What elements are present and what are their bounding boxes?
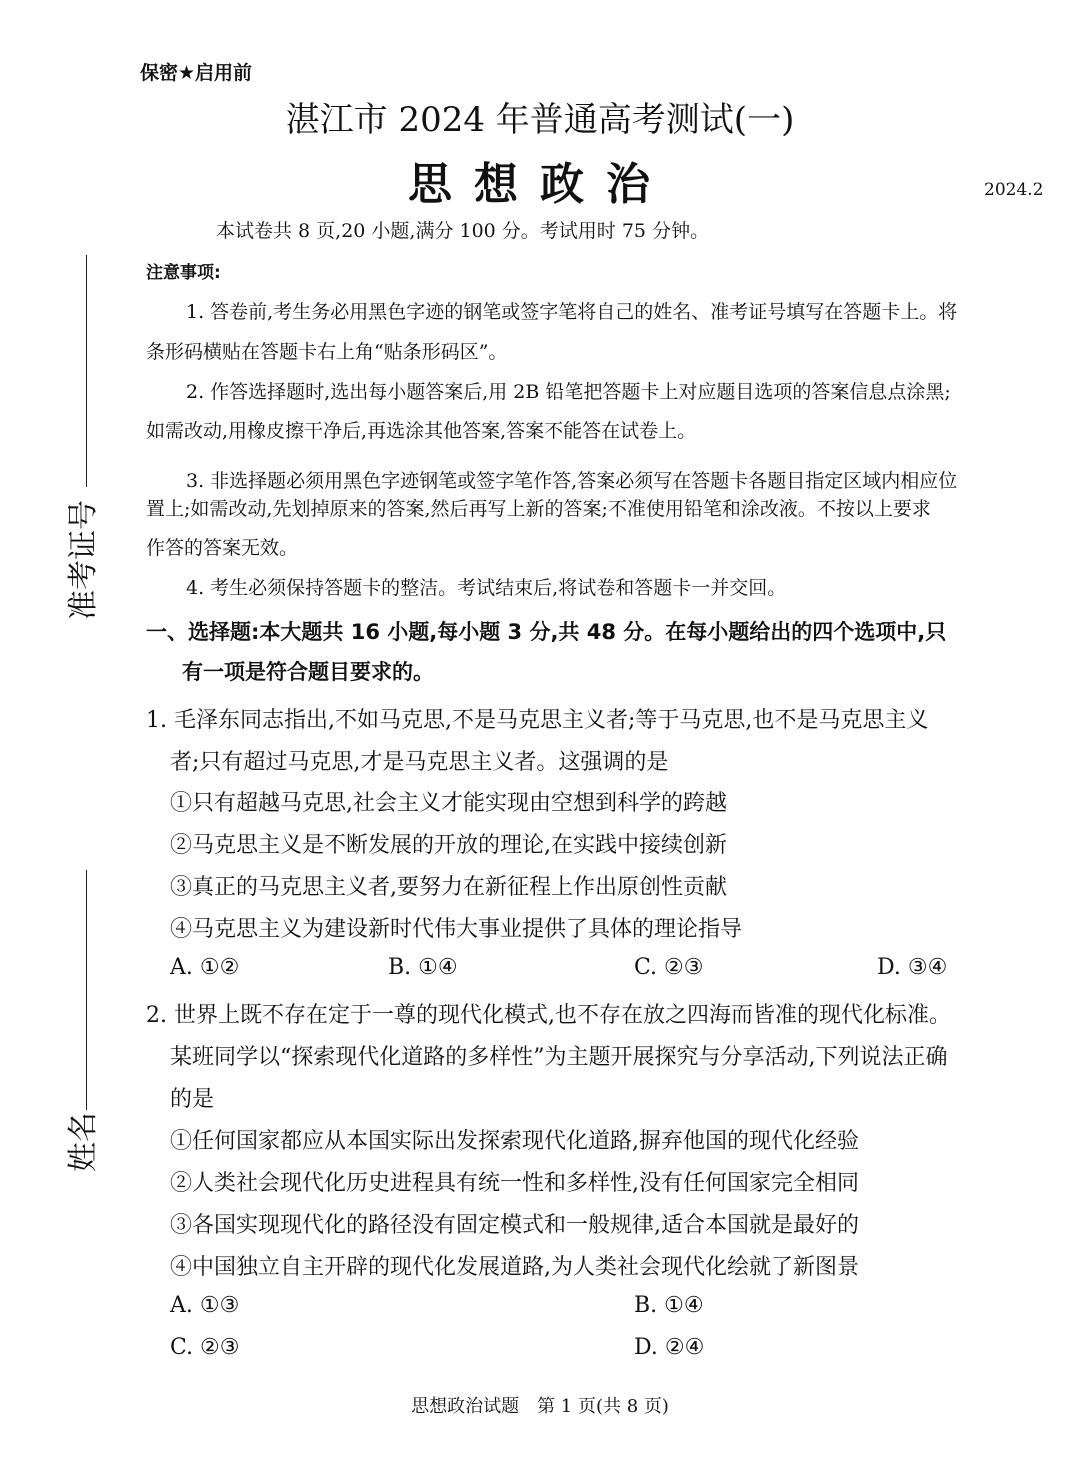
q2-statement: ②人类社会现代化历史进程具有统一性和多样性,没有任何国家完全相同 xyxy=(170,1171,859,1196)
q2-statement: ③各国实现现代化的路径没有固定模式和一般规律,适合本国就是最好的 xyxy=(170,1213,859,1238)
notes-line: 置上;如需改动,先划掉原来的答案,然后再写上新的答案;不准使用铅笔和涂改液。不按以上要求 xyxy=(146,498,931,520)
notes-line: 3. 非选择题必须用黑色字迹钢笔或签字笔作答,答案必须写在答题卡各题目指定区域内相应位 xyxy=(186,470,958,492)
notes-line: 如需改动,用橡皮擦干净后,再选涂其他答案,答案不能答在试卷上。 xyxy=(146,420,697,442)
notes-line: 4. 考生必须保持答题卡的整洁。考试结束后,将试卷和答题卡一并交回。 xyxy=(186,577,787,599)
section-heading: 一、选择题:本大题共 16 小题,每小题 3 分,共 48 分。在每小题给出的四个选项中,只 xyxy=(146,620,947,644)
q1-statement: ②马克思主义是不断发展的开放的理论,在实践中接续创新 xyxy=(170,833,727,858)
exam-date: 2024.2 xyxy=(984,180,1044,200)
q2-stem: 2. 世界上既不存在定于一尊的现代化模式,也不存在放之四海而皆准的现代化标准。 xyxy=(146,1003,951,1028)
intro-text: 本试卷共 8 页,20 小题,满分 100 分。考试用时 75 分钟。 xyxy=(216,220,710,242)
q2-choice-a[interactable]: A. ①③ xyxy=(170,1293,240,1318)
q1-stem-cont: 者;只有超过马克思,才是马克思主义者。这强调的是 xyxy=(170,750,669,775)
q2-stem-cont: 某班同学以“探索现代化道路的多样性”为主题开展探究与分享活动,下列说法正确 xyxy=(170,1045,948,1070)
exam-number-line[interactable] xyxy=(86,255,87,487)
exam-number-label: 准考证号 xyxy=(66,500,101,620)
q2-statement: ①任何国家都应从本国实际出发探索现代化道路,摒弃他国的现代化经验 xyxy=(170,1129,859,1154)
q1-choice-a[interactable]: A. ①② xyxy=(170,955,240,980)
q1-choice-c[interactable]: C. ②③ xyxy=(634,955,704,980)
q1-choice-b[interactable]: B. ①④ xyxy=(388,955,458,980)
q1-choice-d[interactable]: D. ③④ xyxy=(877,955,948,980)
q1-statement: ③真正的马克思主义者,要努力在新征程上作出原创性贡献 xyxy=(170,875,727,900)
notes-heading: 注意事项: xyxy=(146,263,221,283)
q1-statement: ①只有超越马克思,社会主义才能实现由空想到科学的跨越 xyxy=(170,791,727,816)
confidential-label: 保密★启用前 xyxy=(140,62,253,84)
q2-choice-d[interactable]: D. ②④ xyxy=(634,1335,705,1360)
q2-statement: ④中国独立自主开辟的现代化发展道路,为人类社会现代化绘就了新图景 xyxy=(170,1255,859,1280)
name-line[interactable] xyxy=(86,870,87,1110)
notes-line: 条形码横贴在答题卡右上角“贴条形码区”。 xyxy=(146,341,508,363)
q2-stem-cont: 的是 xyxy=(170,1087,215,1112)
q1-stem: 1. 毛泽东同志指出,不如马克思,不是马克思主义者;等于马克思,也不是马克思主义 xyxy=(146,708,929,733)
section-heading-cont: 有一项是符合题目要求的。 xyxy=(182,660,434,684)
notes-line: 1. 答卷前,考生务必用黑色字迹的钢笔或签字笔将自己的姓名、准考证号填写在答题卡上。将 xyxy=(186,301,958,323)
exam-title: 湛江市 2024 年普通高考测试(一) xyxy=(285,100,795,140)
q1-statement: ④马克思主义为建设新时代伟大事业提供了具体的理论指导 xyxy=(170,917,743,942)
q2-choice-c[interactable]: C. ②③ xyxy=(170,1335,240,1360)
q2-choice-b[interactable]: B. ①④ xyxy=(634,1293,704,1318)
page-footer: 思想政治试题 第 1 页(共 8 页) xyxy=(411,1396,669,1417)
notes-line: 作答的答案无效。 xyxy=(146,537,299,559)
notes-line: 2. 作答选择题时,选出每小题答案后,用 2B 铅笔把答题卡上对应题目选项的答案信息点涂黑; xyxy=(186,381,951,403)
subject-title: 思想政治 xyxy=(408,159,672,210)
name-label: 姓名 xyxy=(66,1112,101,1172)
